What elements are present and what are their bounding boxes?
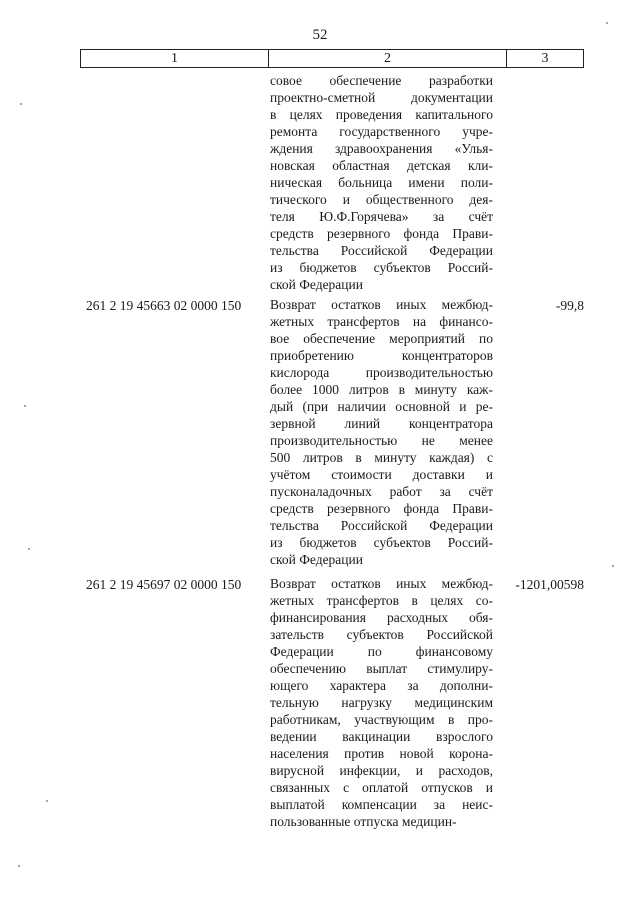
table-row [80, 296, 584, 568]
scan-speck [46, 800, 48, 802]
description-line: пусконаладочных работ за счёт [270, 484, 493, 499]
row-code: 261 2 19 45697 02 0000 150 [86, 577, 242, 592]
description-line: вирусной инфекции, и расходов, [270, 763, 493, 778]
description-line: из бюджетов субъектов Россий- [270, 260, 493, 275]
description-line: ждения здравоохранения «Улья- [270, 141, 493, 156]
description-line: тельную нагрузку медицинским [270, 695, 493, 710]
scan-speck [612, 565, 614, 567]
table-row [80, 72, 584, 293]
scan-speck [24, 405, 26, 407]
description-line: Возврат остатков иных межбюд- [270, 576, 493, 591]
description-line: жетных трансфертов на финансо- [270, 314, 493, 329]
table-header [80, 49, 584, 68]
row-description [270, 575, 493, 830]
description-line: Федерации по финансовому [270, 644, 493, 659]
description-line: тического и общественного дея- [270, 192, 493, 207]
header-col-3: 3 [541, 51, 549, 66]
description-line: пользованные отпуска медицин- [270, 814, 457, 829]
description-line: производительностью не менее [270, 433, 493, 448]
description-line: 500 литров в минуту каждая) с [270, 450, 493, 465]
description-line: зервной линий концентратора [270, 416, 493, 431]
description-line: зательств субъектов Российской [270, 627, 493, 642]
description-line: новская областная детская кли- [270, 158, 493, 173]
row-code: 261 2 19 45663 02 0000 150 [86, 298, 242, 313]
description-line: средств резервного фонда Прави- [270, 501, 493, 516]
description-line: ской Федерации [270, 277, 363, 292]
description-line: более 1000 литров в минуту каж- [270, 382, 493, 397]
description-line: вое обеспечение мероприятий по [270, 331, 493, 346]
header-col-1: 1 [81, 50, 269, 67]
row-description [270, 296, 493, 568]
description-line: финансирования расходных обя- [270, 610, 493, 625]
row-amount: -1201,00598 [515, 577, 584, 592]
scan-speck [18, 865, 20, 867]
description-line: связанных с оплатой отпусков и [270, 780, 493, 795]
row-description [270, 72, 493, 293]
description-line: ющего характера за дополни- [270, 678, 493, 693]
description-line: ническая больница имени поли- [270, 175, 493, 190]
scan-speck [28, 548, 30, 550]
description-line: Возврат остатков иных межбюд- [270, 297, 493, 312]
header-col-2: 2 [269, 50, 507, 67]
page-number: 52 [312, 27, 328, 43]
description-line: средств резервного фонда Прави- [270, 226, 493, 241]
description-line: теля Ю.Ф.Горячева» за счёт [270, 209, 493, 224]
description-line: ремонта государственного учре- [270, 124, 493, 139]
description-line: приобретению концентраторов [270, 348, 493, 363]
description-line: тельства Российской Федерации [270, 243, 493, 258]
description-line: кислорода производительностью [270, 365, 493, 380]
description-line: учётом стоимости доставки и [270, 467, 493, 482]
table-row [80, 575, 584, 835]
description-line: ведении вакцинации взрослого [270, 729, 493, 744]
description-line: населения против новой корона- [270, 746, 493, 761]
description-line: дый (при наличии основной и ре- [270, 399, 493, 414]
description-line: проектно-сметной документации [270, 90, 493, 105]
description-line: ской Федерации [270, 552, 363, 567]
description-line: тельства Российской Федерации [270, 518, 493, 533]
description-line: обеспечению выплат стимулиру- [270, 661, 493, 676]
scan-speck [20, 103, 22, 105]
description-line: выплатой компенсации за неис- [270, 797, 493, 812]
row-amount: -99,8 [555, 298, 584, 313]
description-line: жетных трансфертов в целях со- [270, 593, 493, 608]
description-line: из бюджетов субъектов Россий- [270, 535, 493, 550]
description-line: совое обеспечение разработки [270, 73, 493, 88]
description-line: в целях проведения капитального [270, 107, 493, 122]
scan-speck [606, 22, 608, 24]
description-line: работникам, участвующим в про- [270, 712, 493, 727]
